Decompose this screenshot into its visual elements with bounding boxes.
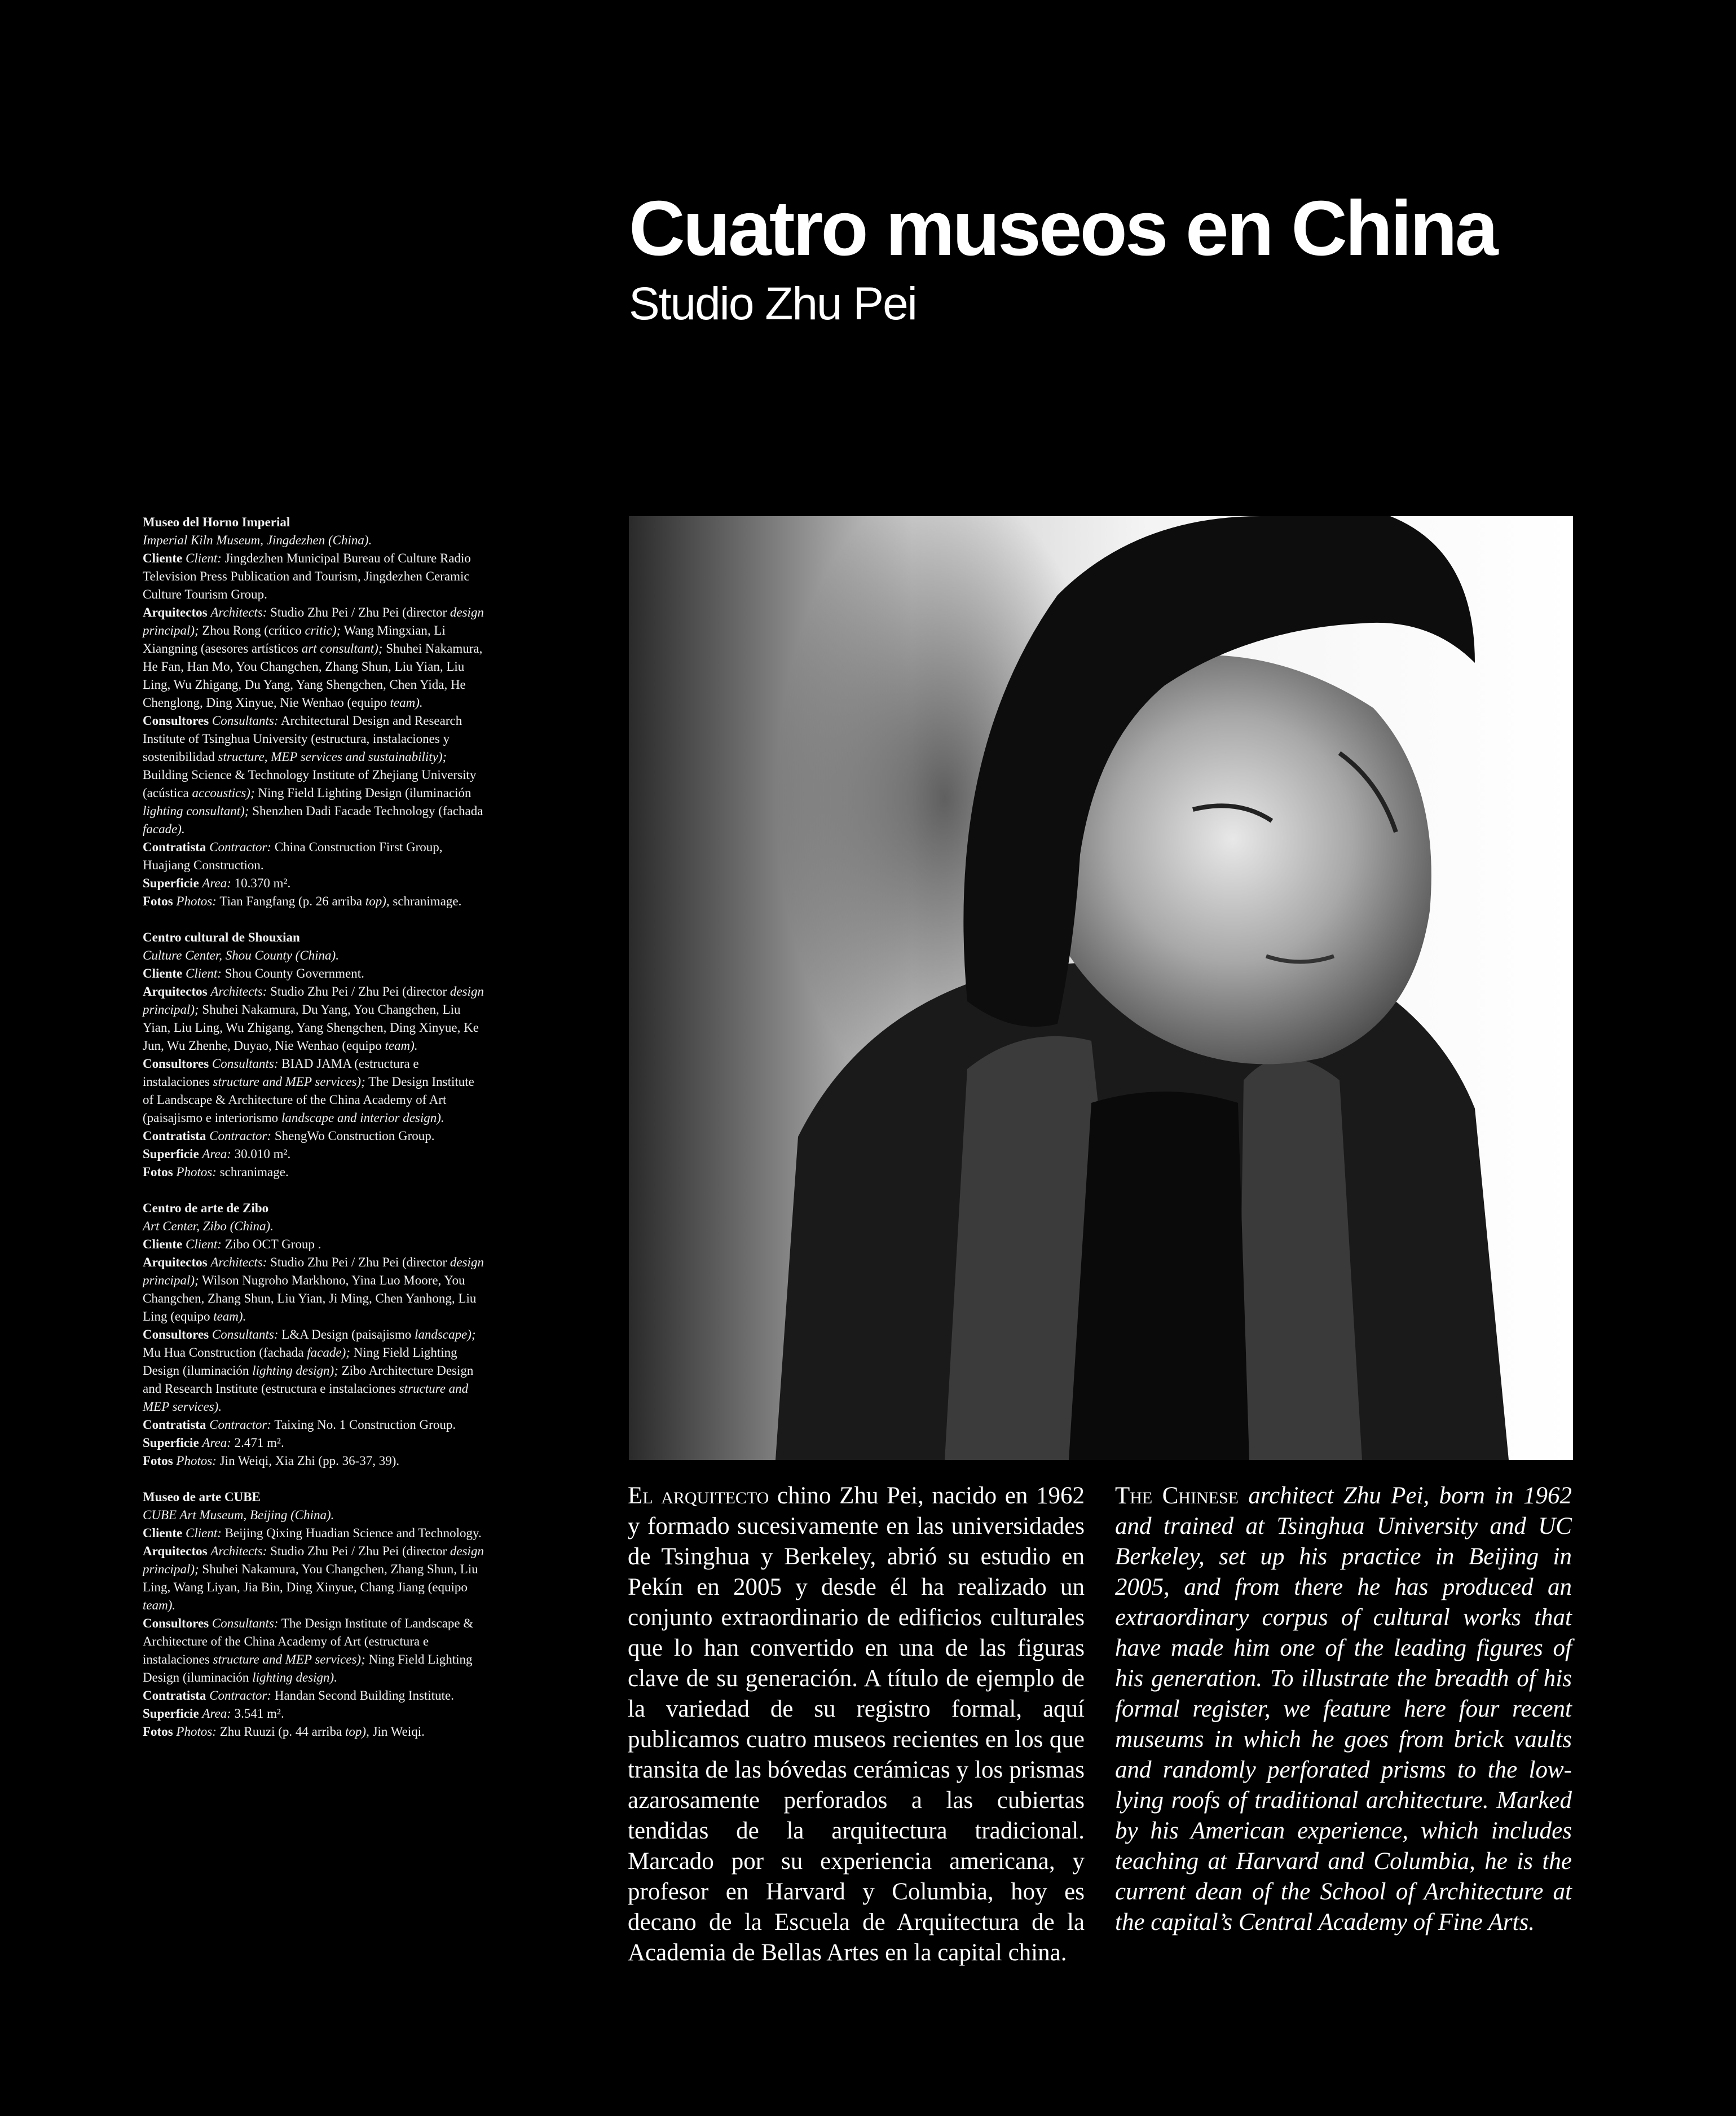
credit-text-english: structure and MEP services). [143,1382,469,1414]
credit-text: Shenzhen Dadi Facade Technology (fachada [252,804,483,818]
project-credit [143,1199,487,1470]
credit-text-english: team). [213,1309,246,1323]
project-name: Centro de arte de Zibo [143,1201,269,1215]
credit-label: Consultores [143,1327,209,1341]
portrait-image [629,516,1573,1460]
credit-row [143,838,487,874]
credit-text: 2.471 m². [234,1436,284,1450]
credit-text: Shuhei Nakamura, You Changchen, Zhang Shun, Liu Ling, Wang Liyan, Jia Bin, Ding Xinyue, Chang Jiang (equipo [143,1562,478,1594]
credit-text: 30.010 m². [234,1147,291,1161]
credit-row [143,1055,487,1127]
credit-text: Studio Zhu Pei / Zhu Pei (director [270,984,447,998]
credit-label: Arquitectos [143,1255,208,1269]
credit-text: Jin Weiqi, Xia Zhi (pp. 36-37, 39). [219,1454,400,1468]
project-credits [143,513,487,1759]
project-name-english: Culture Center, Shou County (China). [143,948,339,962]
credit-row [143,549,487,604]
credit-label: Cliente [143,1526,183,1540]
portrait-photo [629,516,1573,1460]
credit-text-english: Architects: [210,984,267,998]
credit-text-english: facade); [307,1345,350,1360]
credit-text-english: Photos: [176,894,217,908]
credit-text-english: art consultant); [301,641,383,656]
credit-text: Shou County Government. [224,966,364,980]
credit-text-english: Area: [202,876,231,890]
credit-text: Studio Zhu Pei / Zhu Pei (director [270,1544,447,1558]
credit-row [143,1723,487,1741]
credit-text: Jin Weiqi. [372,1725,425,1739]
credit-text-english: Consultants: [212,1616,279,1630]
credit-label: Contratista [143,1129,206,1143]
credit-text: Studio Zhu Pei / Zhu Pei (director [270,605,447,619]
credit-text-english: design principal); [143,1544,484,1576]
credit-label: Superficie [143,1147,199,1161]
intro-lead-english: The Chinese [1115,1482,1239,1509]
credit-text-english: design principal); [143,984,484,1017]
credit-text-english: design principal); [143,605,484,637]
credit-text-english: Architects: [210,1544,267,1558]
credit-text: Taixing No. 1 Construction Group. [274,1418,456,1432]
credit-text-english: design principal); [143,1255,484,1287]
credit-row [143,1416,487,1434]
credit-text-english: Contractor: [209,840,272,854]
title-block [629,186,1588,329]
credit-text: schranimage. [219,1165,289,1179]
credit-row [143,1163,487,1181]
credit-text-english: Area: [202,1436,231,1450]
credit-text: Mu Hua Construction (fachada [143,1345,304,1360]
credit-text-english: Contractor: [209,1129,272,1143]
credit-text: The Design Institute of Landscape & Architecture of the China Academy of Art (estructura e instalaciones [143,1616,474,1666]
credit-text: Tian Fangfang (p. 26 arriba [219,894,363,908]
credit-text-english: lighting design). [252,1670,337,1684]
credit-label: Fotos [143,1454,173,1468]
credit-label: Cliente [143,551,183,565]
credit-text: Zibo OCT Group . [224,1237,321,1251]
credit-text-english: team). [143,1598,176,1612]
credit-row [143,1253,487,1326]
credit-label: Consultores [143,1616,209,1630]
credit-row [143,1615,487,1687]
credit-label: Cliente [143,966,183,980]
credit-label: Fotos [143,1725,173,1739]
credit-text-english: lighting design); [252,1363,338,1378]
credit-label: Consultores [143,1057,209,1071]
credit-label: Cliente [143,1237,183,1251]
credit-text: 3.541 m². [234,1706,284,1721]
credit-text: Architectural Design and Research Institute of Tsinghua University (estructura, instalaciones y sostenibilidad [143,714,462,764]
credit-text-english: Client: [186,1237,222,1251]
credit-text: schranimage. [393,894,462,908]
credit-text: Wilson Nugroho Markhono, Yina Luo Moore, You Changchen, Zhang Shun, Liu Yian, Ji Ming, Chen Yanhong, Liu Ling (equipo [143,1273,477,1323]
credit-text: ShengWo Construction Group. [274,1129,435,1143]
credit-text-english: Consultants: [212,1327,279,1341]
credit-text-english: structure and MEP services); [213,1075,365,1089]
credit-text-english: Area: [202,1147,231,1161]
credit-text-english: facade). [143,822,185,836]
credit-text-english: Consultants: [212,714,279,728]
credit-text: Beijing Qixing Huadian Science and Technology. [224,1526,482,1540]
credit-text-english: team). [390,696,423,710]
credit-text: Studio Zhu Pei / Zhu Pei (director [270,1255,447,1269]
credit-label: Arquitectos [143,605,208,619]
credit-row [143,1452,487,1470]
credit-label: Superficie [143,1436,199,1450]
credit-text: Zhou Rong (crítico [202,623,302,637]
credit-row [143,1127,487,1145]
credit-row [143,1705,487,1723]
credit-row [143,712,487,838]
credit-text: 10.370 m². [234,876,291,890]
project-name: Centro cultural de Shouxian [143,930,300,944]
project-name-english: Imperial Kiln Museum, Jingdezhen (China). [143,533,372,547]
credit-text-english: Architects: [210,1255,267,1269]
credit-label: Fotos [143,894,173,908]
credit-text: L&A Design (paisajismo [281,1327,412,1341]
credit-row [143,983,487,1055]
credit-text-english: team). [385,1039,418,1053]
credit-text: Ning Field Lighting Design (iluminación [143,1345,457,1378]
credit-text-english: Client: [186,1526,222,1540]
credit-text-english: structure and MEP services); [213,1652,365,1666]
credit-text-english: accoustics); [192,786,255,800]
page-title: Cuatro museos en China [629,185,1496,272]
credit-label: Consultores [143,714,209,728]
credit-row [143,1687,487,1705]
credit-text-english: top), [365,894,390,908]
intro-body-spanish: chino Zhu Pei, nacido en 1962 y formado sucesivamente en las universidades de Tsinghua y Berkeley, abrió su estudio en Pekín en 2005 y desde él ha realizado un conjunto extraordinario de edificios culturales que lo han convertido en una de las figuras clave de su generación. A título de ejemplo de la variedad de su registro formal, aquí publicamos cuatro museos recientes en los que transita de las bóvedas cerámicas y los prismas azarosamente perforados a las cubiertas tendidas de la arquitectura tradicional. Marcado por su experiencia americana, y profesor en Harvard y Columbia, hoy es decano de la Escuela de Arquitectura de la Academia de Bellas Artes en la capital china. [628,1482,1085,1966]
project-name: Museo de arte CUBE [143,1490,261,1504]
project-name-english: Art Center, Zibo (China). [143,1219,274,1233]
credit-text: Shuhei Nakamura, He Fan, Han Mo, You Changchen, Zhang Shun, Liu Yian, Liu Ling, Wu Zhigang, Du Yang, Yang Shengchen, Chen Yida, He Chenglong, Ding Xinyue, Nie Wenhao (equipo [143,641,483,710]
credit-row [143,1235,487,1253]
project-credit [143,929,487,1181]
credit-text: Shuhei Nakamura, Du Yang, You Changchen, Liu Yian, Liu Ling, Wu Zhigang, Yang Shengchen, Ding Xinyue, Ke Jun, Wu Zhenhe, Duyao, Nie Wenhao (equipo [143,1002,479,1053]
credit-label: Superficie [143,1706,199,1721]
credit-row [143,874,487,892]
project-name-english: CUBE Art Museum, Beijing (China). [143,1508,334,1522]
project-credit [143,513,487,910]
intro-text-english [1115,1481,1572,1938]
project-credit [143,1488,487,1741]
credit-text-english: top), [345,1725,369,1739]
credit-row [143,1434,487,1452]
credit-label: Arquitectos [143,984,208,998]
credit-text: Wang Mingxian, Li Xiangning (asesores artísticos [143,623,446,656]
credit-row [143,892,487,910]
credit-row [143,1326,487,1416]
credit-row [143,1524,487,1542]
credit-text-english: Client: [186,966,222,980]
credit-label: Contratista [143,1418,206,1432]
credit-text-english: Photos: [176,1725,217,1739]
credit-label: Contratista [143,1688,206,1703]
credit-row [143,1542,487,1615]
credit-text-english: Contractor: [209,1418,272,1432]
credit-text: Jingdezhen Municipal Bureau of Culture Radio Television Press Publication and Tourism, Jingdezhen Ceramic Culture Tourism Group. [143,551,471,601]
credit-row [143,604,487,712]
credit-text-english: lighting consultant); [143,804,249,818]
credit-text: The Design Institute of Landscape & Architecture of the China Academy of Art (paisajismo e interiorismo [143,1075,474,1125]
credit-text-english: structure, MEP services and sustainability); [218,750,447,764]
credit-text-english: landscape and interior design). [281,1111,444,1125]
credit-label: Superficie [143,876,199,890]
credit-label: Contratista [143,840,206,854]
intro-text-spanish [628,1481,1085,1968]
credit-text: Ning Field Lighting Design (iluminación [143,1652,473,1684]
project-name: Museo del Horno Imperial [143,515,290,529]
credit-row [143,965,487,983]
credit-text-english: Architects: [210,605,267,619]
credit-text: Zhu Ruuzi (p. 44 arriba [219,1725,342,1739]
credit-text-english: Area: [202,1706,231,1721]
credit-text: Zibo Architecture Design and Research Institute (estructura e instalaciones [143,1363,474,1396]
credit-text-english: Consultants: [212,1057,279,1071]
intro-body-english: architect Zhu Pei, born in 1962 and trained at Tsinghua University and UC Berkeley, set up his practice in Beijing in 2005, and from there he has produced an extraordinary corpus of cultural works that have made him one of the leading figures of his generation. To illustrate the breadth of his formal register, we feature here four recent museums in which he goes from brick vaults and randomly perforated prisms to the low-lying roofs of traditional architecture. Marked by his American experience, which includes teaching at Harvard and Columbia, he is the current dean of the School of Architecture at the capital’s Central Academy of Fine Arts. [1115,1482,1572,1935]
credit-text: Building Science & Technology Institute of Zhejiang University (acústica [143,768,477,800]
credit-label: Arquitectos [143,1544,208,1558]
credit-text-english: critic); [305,623,341,637]
credit-label: Fotos [143,1165,173,1179]
credit-text-english: Contractor: [209,1688,272,1703]
credit-text: Handan Second Building Institute. [274,1688,454,1703]
credit-text-english: Photos: [176,1454,217,1468]
intro-lead-spanish: El arquitecto [628,1482,769,1509]
credit-text: BIAD JAMA (estructura e instalaciones [143,1057,419,1089]
credit-text-english: landscape); [414,1327,476,1341]
credit-text: Ning Field Lighting Design (iluminación [258,786,472,800]
credit-text-english: Photos: [176,1165,217,1179]
credit-text-english: Client: [186,551,222,565]
credit-row [143,1145,487,1163]
credit-text: China Construction First Group, Huajiang Construction. [143,840,443,872]
page-subtitle: Studio Zhu Pei [629,278,917,329]
